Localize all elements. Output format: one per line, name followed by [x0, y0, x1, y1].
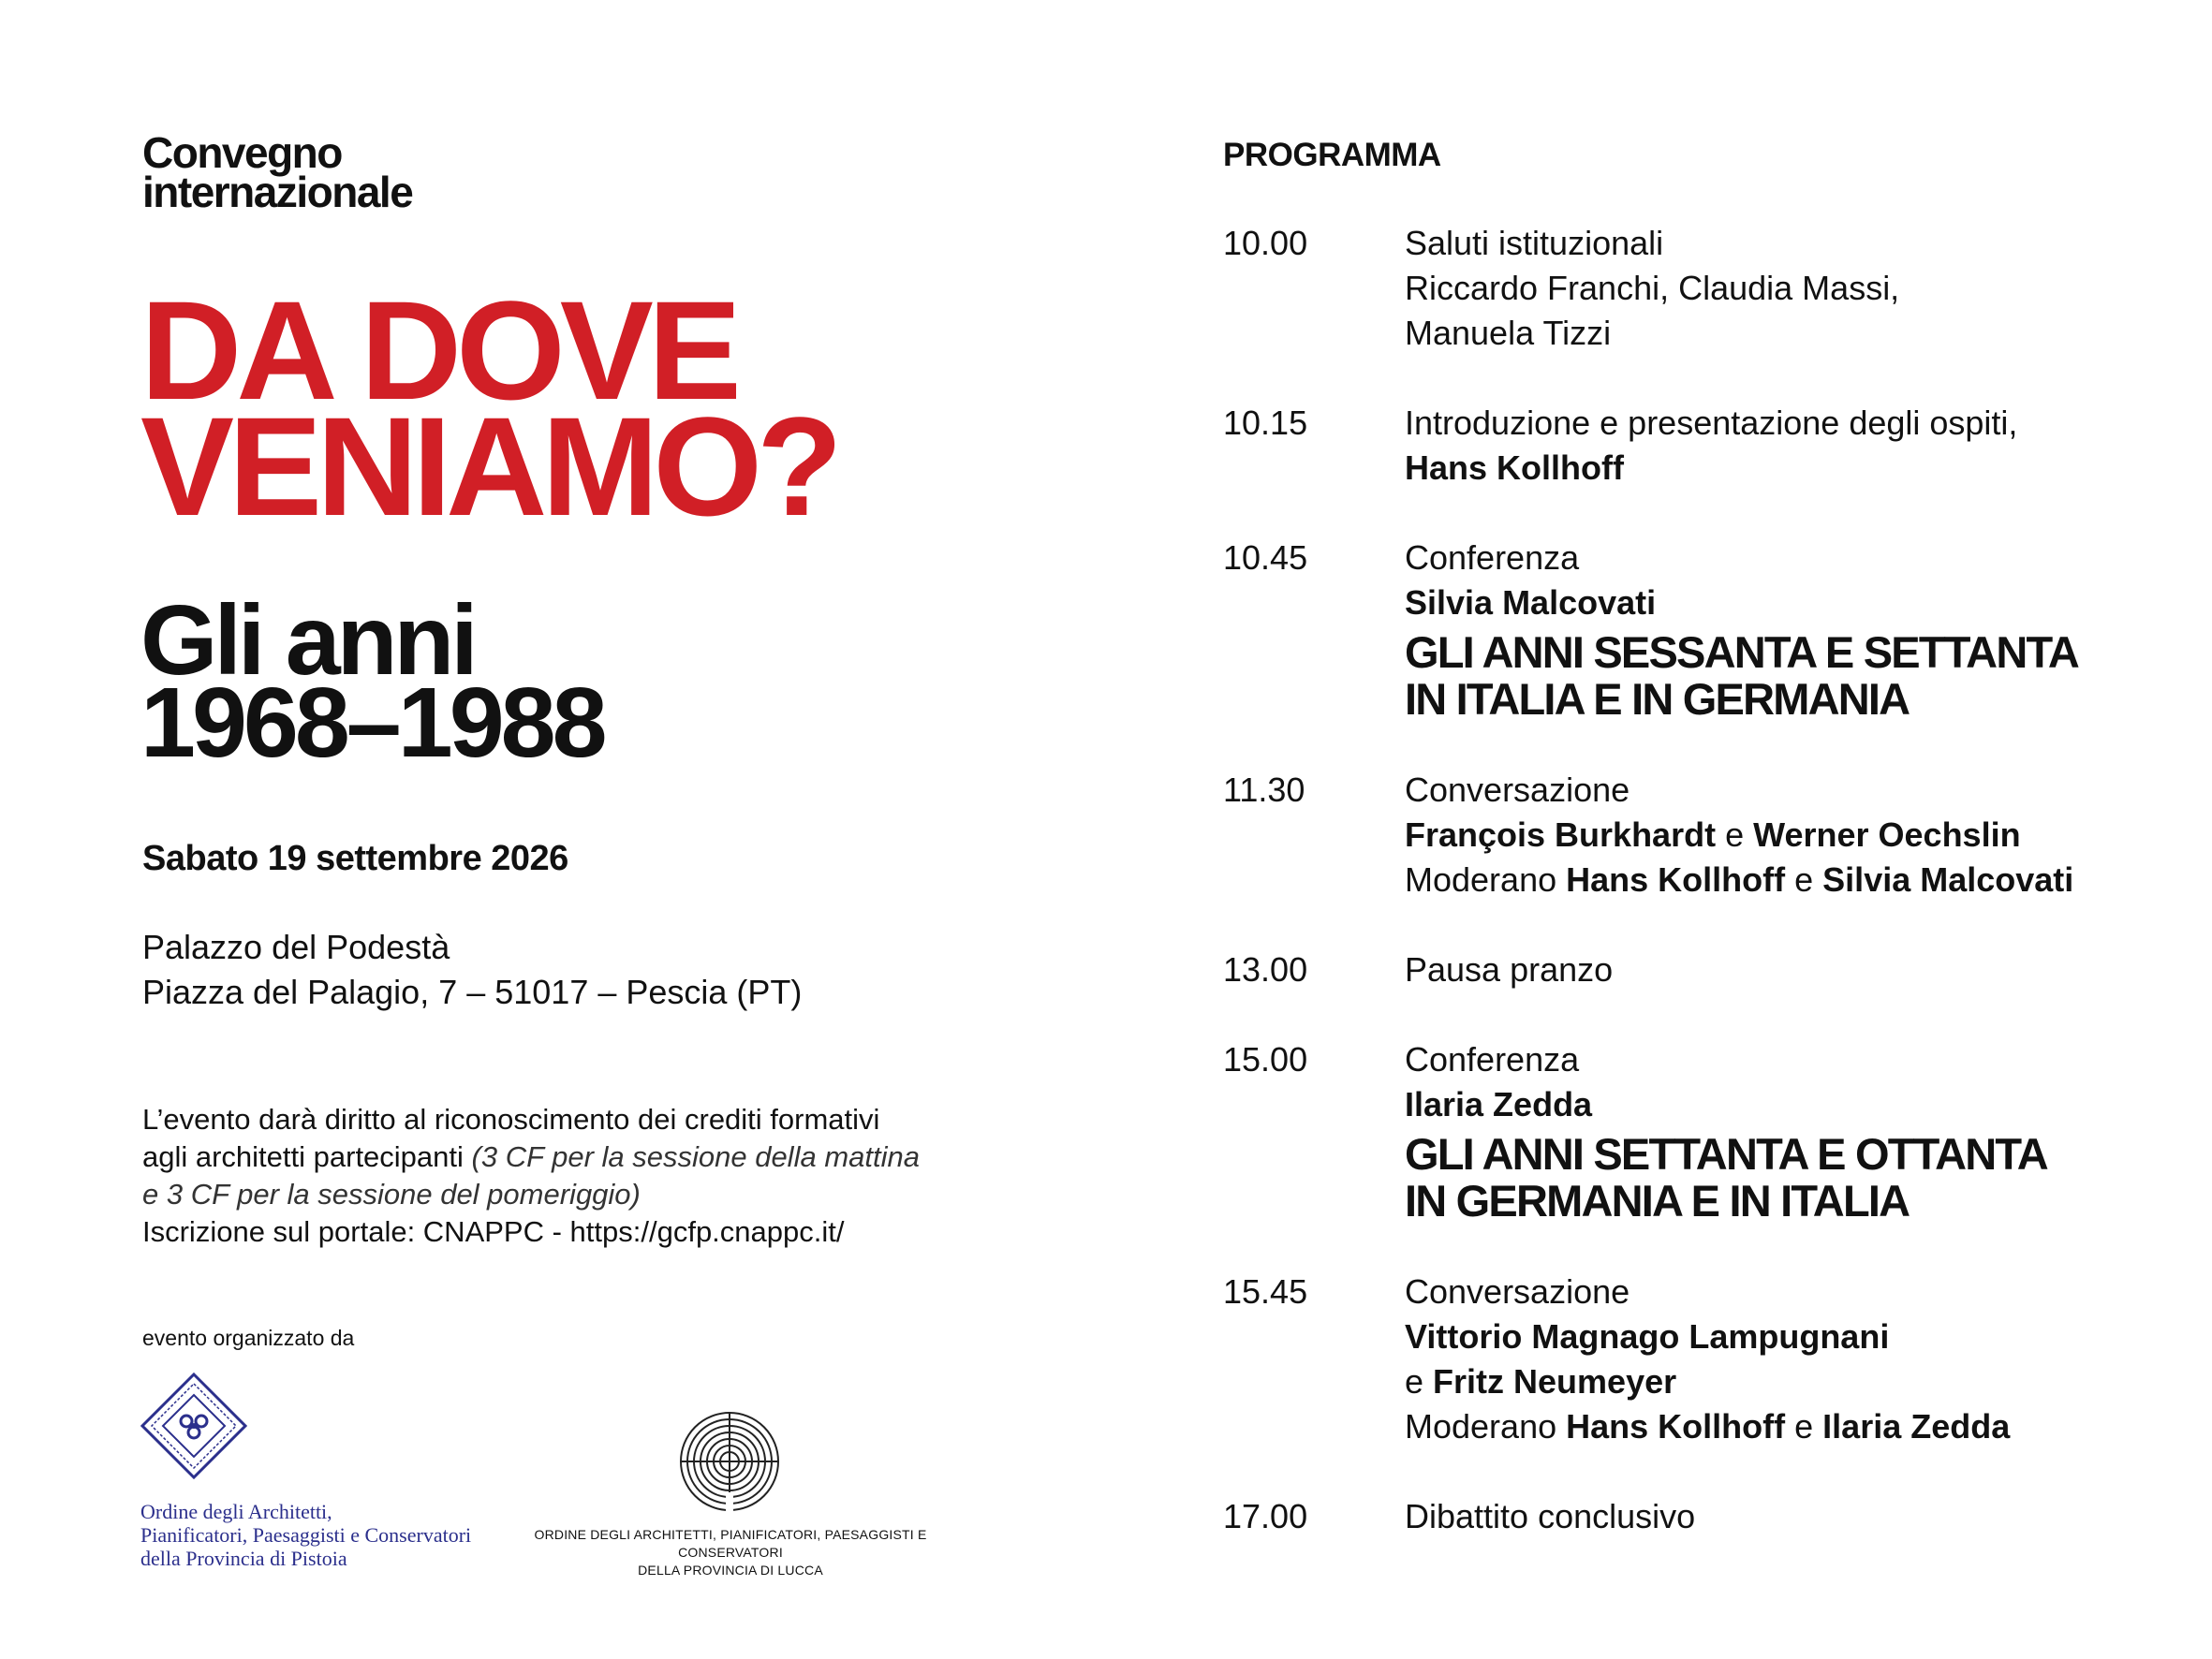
- title-line-2: VENIAMO?: [140, 388, 837, 545]
- program-body: [1405, 768, 2073, 903]
- credits-line-3-italic: e 3 CF per la sessione del pomeriggio): [142, 1178, 641, 1211]
- event-venue: [142, 925, 802, 1015]
- program-item-1015: [1223, 401, 2169, 491]
- program-line: Saluti istituzionali: [1405, 224, 1664, 262]
- event-title: [140, 272, 837, 545]
- venue-name: Palazzo del Podestà: [142, 928, 450, 966]
- program-line: Riccardo Franchi, Claudia Massi,: [1405, 269, 1900, 307]
- program-line: Conferenza: [1405, 1040, 1580, 1079]
- program-line: Manuela Tizzi: [1405, 314, 1612, 352]
- talk-title-line-1: GLI ANNI SESSANTA E SETTANTA: [1405, 627, 2079, 677]
- program-item-1130: [1223, 768, 2169, 903]
- talk-title-line-2: IN GERMANIA E IN ITALIA: [1405, 1176, 1910, 1226]
- credits-note: [142, 1101, 1004, 1251]
- speaker-name: Silvia Malcovati: [1822, 860, 2074, 899]
- org1-line-1: Ordine degli Architetti,: [140, 1500, 332, 1523]
- program-line: [1405, 858, 2073, 903]
- org2-line-1: ORDINE DEGLI ARCHITETTI, PIANIFICATORI, PAESAGGISTI E CONSERVATORI: [534, 1527, 927, 1560]
- org1-line-3: della Provincia di Pistoia: [140, 1547, 347, 1570]
- program-body: [1405, 401, 2017, 491]
- speaker-name: Hans Kollhoff: [1405, 448, 1624, 487]
- program-line: Introduzione e presentazione degli ospiti,: [1405, 404, 2018, 442]
- program-time: 11.30: [1223, 771, 1305, 809]
- speaker-name: Fritz Neumeyer: [1433, 1362, 1677, 1401]
- program-line: Pausa pranzo: [1405, 950, 1614, 989]
- program-body: [1405, 1494, 1695, 1539]
- pistoia-order-name: [140, 1500, 471, 1570]
- event-date: Sabato 19 settembre 2026: [142, 839, 568, 878]
- kicker-line-2: internazionale: [142, 168, 413, 216]
- speaker-name: Hans Kollhoff: [1566, 1407, 1786, 1446]
- program-item-1000: [1223, 221, 2169, 356]
- program-time: 10.45: [1223, 538, 1308, 577]
- credits-line-2-italic: (3 CF per la sessione della mattina: [471, 1140, 920, 1173]
- conjunction: e: [1405, 1362, 1424, 1401]
- program-body: [1405, 1037, 2047, 1225]
- program-time: 13.00: [1223, 950, 1308, 989]
- program-list: [1223, 221, 2169, 1584]
- speaker-name: Werner Oechslin: [1753, 815, 2021, 854]
- program-item-1545: [1223, 1270, 2169, 1449]
- program-line: Dibattito conclusivo: [1405, 1497, 1696, 1535]
- talk-title-line-2: IN ITALIA E IN GERMANIA: [1405, 674, 1910, 724]
- lucca-order-labyrinth-logo: [678, 1410, 781, 1513]
- program-line: [1405, 1359, 2010, 1404]
- credits-line-2: [142, 1138, 1004, 1176]
- kicker-line-1: Convegno: [142, 128, 342, 177]
- program-title: PROGRAMMA: [1223, 137, 1441, 173]
- talk-title-line-1: GLI ANNI SETTANTA E OTTANTA: [1405, 1129, 2047, 1179]
- program-body: [1405, 221, 1899, 356]
- venue-address: Piazza del Palagio, 7 – 51017 – Pescia (PT): [142, 973, 803, 1011]
- program-item-1045: [1223, 536, 2169, 723]
- speaker-name: Silvia Malcovati: [1405, 583, 1657, 622]
- speaker-name: François Burkhardt: [1405, 815, 1717, 854]
- talk-title: [1405, 629, 2078, 723]
- registration-link[interactable]: Iscrizione sul portale: CNAPPC - https://gcfp.cnappc.it/: [142, 1215, 845, 1248]
- speaker-name: Hans Kollhoff: [1566, 860, 1786, 899]
- conjunction: e: [1794, 1407, 1814, 1446]
- program-time: 15.45: [1223, 1272, 1308, 1311]
- speaker-name: Ilaria Zedda: [1822, 1407, 2011, 1446]
- subtitle-line-2: 1968–1988: [140, 668, 604, 778]
- event-subtitle: [140, 585, 604, 778]
- program-line: [1405, 1404, 2010, 1449]
- credits-line-3: [142, 1176, 1004, 1213]
- program-line: Conversazione: [1405, 771, 1630, 809]
- talk-title: [1405, 1131, 2047, 1225]
- title-line-1: DA DOVE: [140, 272, 736, 429]
- program-time: 10.00: [1223, 224, 1308, 262]
- program-time: 15.00: [1223, 1040, 1308, 1079]
- credits-line-1: L’evento darà diritto al riconoscimento dei crediti formativi: [142, 1103, 880, 1136]
- program-line: Conferenza: [1405, 538, 1580, 577]
- pistoia-order-logo: [140, 1373, 247, 1479]
- speaker-name: Vittorio Magnago Lampugnani: [1405, 1317, 1890, 1356]
- program-item-1500: [1223, 1037, 2169, 1225]
- conjunction: e: [1794, 860, 1814, 899]
- program-item-1300: [1223, 947, 2169, 992]
- moderators-label: Moderano: [1405, 860, 1557, 899]
- program-item-1700: [1223, 1494, 2169, 1539]
- program-body: [1405, 1270, 2010, 1449]
- program-line: [1405, 813, 2073, 858]
- moderators-label: Moderano: [1405, 1407, 1557, 1446]
- program-body: [1405, 947, 1613, 992]
- event-kicker: [142, 128, 413, 216]
- program-body: [1405, 536, 2078, 723]
- program-time: 10.15: [1223, 404, 1308, 442]
- org1-line-2: Pianificatori, Paesaggisti e Conservatori: [140, 1523, 472, 1547]
- program-time: 17.00: [1223, 1497, 1308, 1535]
- lucca-order-name: [506, 1526, 955, 1579]
- conjunction: e: [1725, 815, 1745, 854]
- organized-by-label: evento organizzato da: [142, 1326, 355, 1350]
- org2-line-2: DELLA PROVINCIA DI LUCCA: [638, 1563, 823, 1578]
- subtitle-line-1: Gli anni: [140, 585, 475, 696]
- program-line: Conversazione: [1405, 1272, 1630, 1311]
- credits-line-2-plain: agli architetti partecipanti: [142, 1140, 472, 1173]
- speaker-name: Ilaria Zedda: [1405, 1085, 1593, 1123]
